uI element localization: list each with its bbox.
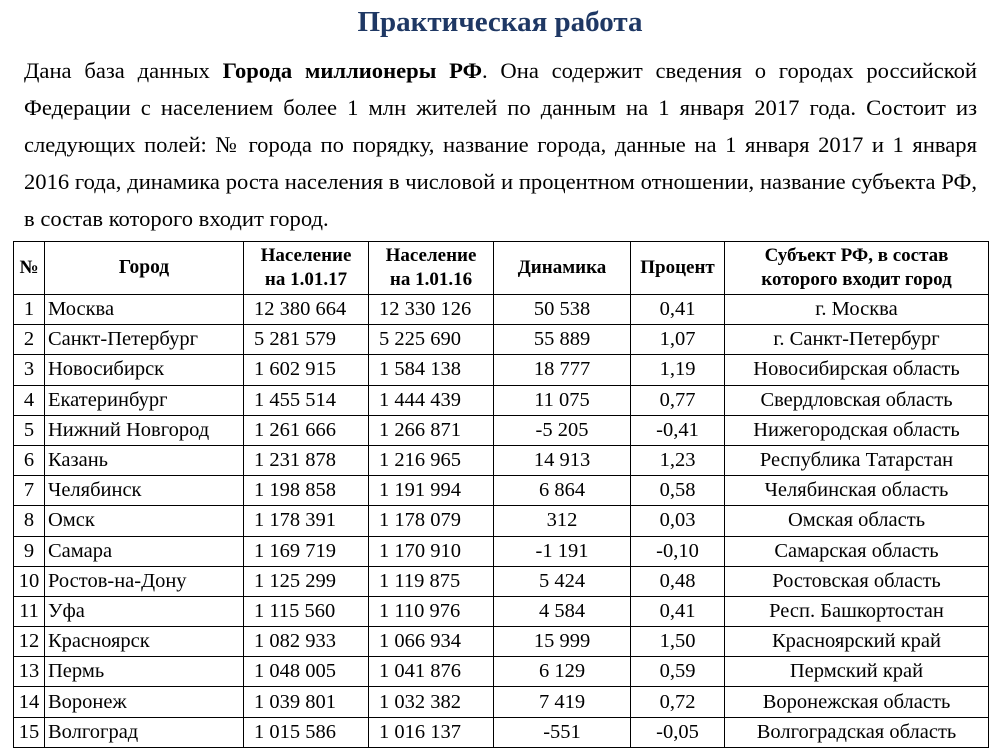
population-2016-cell: 1 110 976 [369, 596, 494, 626]
city-name-cell: Воронеж [45, 687, 244, 717]
population-2017-cell: 1 039 801 [244, 687, 369, 717]
row-number-cell: 3 [14, 355, 45, 385]
population-2016-cell: 12 330 126 [369, 295, 494, 325]
row-number-cell: 6 [14, 445, 45, 475]
growth-percent-cell: 0,03 [631, 506, 725, 536]
population-dynamics-cell: 50 538 [494, 295, 631, 325]
population-dynamics-cell: 312 [494, 506, 631, 536]
city-name-cell: Москва [45, 295, 244, 325]
city-name-cell: Пермь [45, 657, 244, 687]
federal-subject-cell: Респ. Башкортостан [725, 596, 989, 626]
row-number-cell: 12 [14, 627, 45, 657]
population-2016-cell: 1 016 137 [369, 717, 494, 747]
table-row [14, 536, 989, 566]
federal-subject-cell: г. Москва [725, 295, 989, 325]
row-number-cell: 13 [14, 657, 45, 687]
population-2016-cell: 1 266 871 [369, 415, 494, 445]
city-name-cell: Уфа [45, 596, 244, 626]
city-name-cell: Волгоград [45, 717, 244, 747]
table-row [14, 657, 989, 687]
population-dynamics-cell: -1 191 [494, 536, 631, 566]
table-row [14, 506, 989, 536]
city-name-cell: Нижний Новгород [45, 415, 244, 445]
population-2017-cell: 1 115 560 [244, 596, 369, 626]
growth-percent-cell: -0,41 [631, 415, 725, 445]
growth-percent-cell: 1,50 [631, 627, 725, 657]
row-number-cell: 5 [14, 415, 45, 445]
population-dynamics-cell: 15 999 [494, 627, 631, 657]
city-name-cell: Красноярск [45, 627, 244, 657]
federal-subject-cell: Волгоградская область [725, 717, 989, 747]
population-2017-cell: 1 178 391 [244, 506, 369, 536]
population-dynamics-cell: 14 913 [494, 445, 631, 475]
federal-subject-cell: Новосибирская область [725, 355, 989, 385]
population-2017-cell: 12 380 664 [244, 295, 369, 325]
population-2017-cell: 1 261 666 [244, 415, 369, 445]
population-2016-cell: 1 191 994 [369, 476, 494, 506]
population-2016-cell: 1 584 138 [369, 355, 494, 385]
row-number-cell: 14 [14, 687, 45, 717]
federal-subject-cell: Нижегородская область [725, 415, 989, 445]
population-2016-cell: 1 216 965 [369, 445, 494, 475]
population-2016-cell: 5 225 690 [369, 325, 494, 355]
population-2017-cell: 5 281 579 [244, 325, 369, 355]
federal-subject-cell: Пермский край [725, 657, 989, 687]
table-row [14, 627, 989, 657]
table-row [14, 295, 989, 325]
population-dynamics-cell: 7 419 [494, 687, 631, 717]
header-pop-2016 [369, 242, 494, 295]
federal-subject-cell: Красноярский край [725, 627, 989, 657]
growth-percent-cell: 0,41 [631, 596, 725, 626]
population-2017-cell: 1 015 586 [244, 717, 369, 747]
city-name-cell: Омск [45, 506, 244, 536]
population-dynamics-cell: -5 205 [494, 415, 631, 445]
population-2017-cell: 1 169 719 [244, 536, 369, 566]
city-name-cell: Ростов-на-Дону [45, 566, 244, 596]
header-subject-line1: Субъект РФ, в состав [764, 245, 949, 266]
row-number-cell: 4 [14, 385, 45, 415]
population-2017-cell: 1 198 858 [244, 476, 369, 506]
table-row [14, 385, 989, 415]
growth-percent-cell: 0,77 [631, 385, 725, 415]
federal-subject-cell: Свердловская область [725, 385, 989, 415]
population-2016-cell: 1 041 876 [369, 657, 494, 687]
header-city: Город [45, 242, 244, 295]
page-title: Практическая работа [357, 6, 643, 38]
growth-percent-cell: 0,58 [631, 476, 725, 506]
growth-percent-cell: 1,23 [631, 445, 725, 475]
population-dynamics-cell: 5 424 [494, 566, 631, 596]
table-row [14, 415, 989, 445]
population-dynamics-cell: 11 075 [494, 385, 631, 415]
intro-paragraph [24, 52, 977, 237]
population-dynamics-cell: 55 889 [494, 325, 631, 355]
row-number-cell: 11 [14, 596, 45, 626]
population-2017-cell: 1 125 299 [244, 566, 369, 596]
header-pop-2017-line1: Население [260, 245, 352, 266]
growth-percent-cell: 1,19 [631, 355, 725, 385]
header-dynamics: Динамика [494, 242, 631, 295]
table-row [14, 687, 989, 717]
table-row [14, 325, 989, 355]
federal-subject-cell: г. Санкт-Петербург [725, 325, 989, 355]
population-2016-cell: 1 066 934 [369, 627, 494, 657]
header-pop-2017 [244, 242, 369, 295]
federal-subject-cell: Воронежская область [725, 687, 989, 717]
header-pop-2017-line2: на 1.01.17 [264, 269, 348, 290]
city-name-cell: Казань [45, 445, 244, 475]
city-name-cell: Екатеринбург [45, 385, 244, 415]
table-header-row [14, 242, 989, 295]
population-dynamics-cell: 6 864 [494, 476, 631, 506]
city-name-cell: Санкт-Петербург [45, 325, 244, 355]
table-row [14, 596, 989, 626]
growth-percent-cell: 0,48 [631, 566, 725, 596]
federal-subject-cell: Самарская область [725, 536, 989, 566]
header-pop-2016-line1: Население [385, 245, 477, 266]
population-2016-cell: 1 119 875 [369, 566, 494, 596]
population-2017-cell: 1 602 915 [244, 355, 369, 385]
population-dynamics-cell: -551 [494, 717, 631, 747]
row-number-cell: 10 [14, 566, 45, 596]
federal-subject-cell: Ростовская область [725, 566, 989, 596]
federal-subject-cell: Республика Татарстан [725, 445, 989, 475]
growth-percent-cell: -0,10 [631, 536, 725, 566]
growth-percent-cell: 0,72 [631, 687, 725, 717]
row-number-cell: 15 [14, 717, 45, 747]
population-2016-cell: 1 032 382 [369, 687, 494, 717]
population-2017-cell: 1 082 933 [244, 627, 369, 657]
population-2016-cell: 1 170 910 [369, 536, 494, 566]
row-number-cell: 8 [14, 506, 45, 536]
intro-text-start: Дана база данных [24, 58, 223, 83]
population-dynamics-cell: 6 129 [494, 657, 631, 687]
row-number-cell: 7 [14, 476, 45, 506]
population-dynamics-cell: 18 777 [494, 355, 631, 385]
federal-subject-cell: Омская область [725, 506, 989, 536]
header-subject [725, 242, 989, 295]
header-subject-line2: которого входит город [761, 269, 952, 290]
city-name-cell: Челябинск [45, 476, 244, 506]
row-number-cell: 9 [14, 536, 45, 566]
population-2017-cell: 1 455 514 [244, 385, 369, 415]
growth-percent-cell: 0,41 [631, 295, 725, 325]
row-number-cell: 1 [14, 295, 45, 325]
growth-percent-cell: 1,07 [631, 325, 725, 355]
cities-table [13, 241, 989, 748]
population-2017-cell: 1 048 005 [244, 657, 369, 687]
intro-text-end: . Она содержит сведения о городах российской Федерации с населением более 1 млн жителей по данным на 1 января 2017 года. Состоит из следующих полей: № города по порядку, название города, данные на 1 января 2017 и 1 января 2016 года, динамика роста населения в числовой и процентном отношении, название субъекта РФ, в состав которого входит город. [24, 58, 977, 231]
population-2017-cell: 1 231 878 [244, 445, 369, 475]
row-number-cell: 2 [14, 325, 45, 355]
table-row [14, 445, 989, 475]
header-pop-2016-line2: на 1.01.16 [389, 269, 473, 290]
table-row [14, 717, 989, 747]
federal-subject-cell: Челябинская область [725, 476, 989, 506]
intro-database-name: Города миллионеры РФ [222, 58, 482, 83]
city-name-cell: Новосибирск [45, 355, 244, 385]
population-2016-cell: 1 444 439 [369, 385, 494, 415]
table-row [14, 476, 989, 506]
city-name-cell: Самара [45, 536, 244, 566]
population-2016-cell: 1 178 079 [369, 506, 494, 536]
header-percent: Процент [631, 242, 725, 295]
table-row [14, 355, 989, 385]
growth-percent-cell: -0,05 [631, 717, 725, 747]
table-row [14, 566, 989, 596]
growth-percent-cell: 0,59 [631, 657, 725, 687]
header-num: № [14, 242, 45, 295]
population-dynamics-cell: 4 584 [494, 596, 631, 626]
